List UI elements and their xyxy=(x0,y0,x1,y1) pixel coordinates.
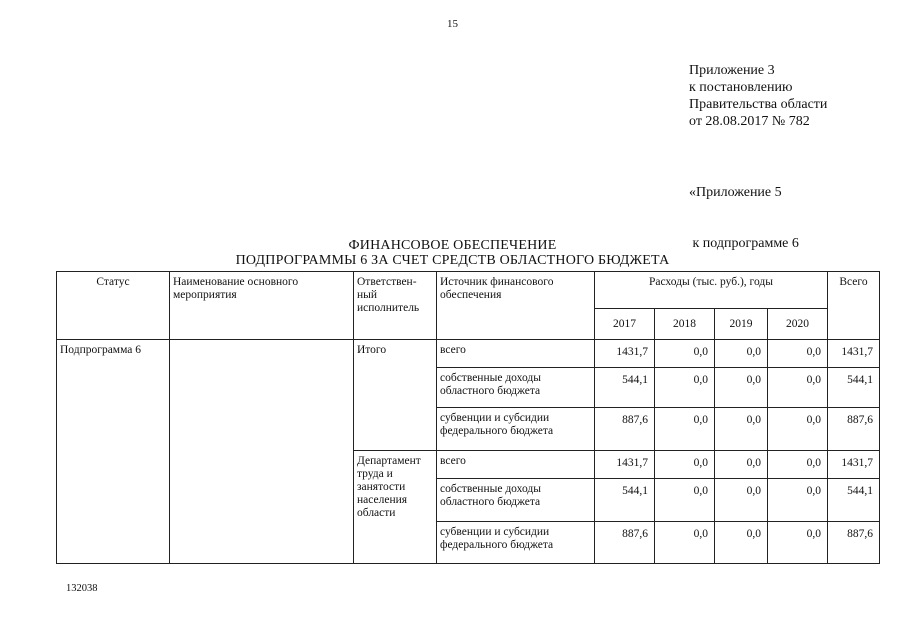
value-cell: 544,1 xyxy=(595,368,655,408)
value-cell: 0,0 xyxy=(655,451,715,479)
value-cell: 544,1 xyxy=(595,479,655,522)
header-year: 2019 xyxy=(715,309,768,340)
value-cell: 0,0 xyxy=(655,368,715,408)
value-cell: 0,0 xyxy=(715,368,768,408)
total-cell: 544,1 xyxy=(828,479,880,522)
header-responsible: Ответствен-ный исполнитель xyxy=(354,272,437,340)
source-cell: собственные доходы областного бюджета xyxy=(437,368,595,408)
header-total: Всего xyxy=(828,272,880,340)
value-cell: 0,0 xyxy=(768,368,828,408)
title-line-2: ПОДПРОГРАММЫ 6 ЗА СЧЕТ СРЕДСТВ ОБЛАСТНОГО БЮДЖЕТА xyxy=(235,253,670,268)
value-cell: 0,0 xyxy=(715,522,768,564)
financing-table xyxy=(56,271,880,564)
value-cell: 0,0 xyxy=(768,479,828,522)
responsible-cell: Итого xyxy=(354,340,437,451)
total-cell: 1431,7 xyxy=(828,340,880,368)
page-number: 15 xyxy=(447,18,458,30)
value-cell: 0,0 xyxy=(768,522,828,564)
source-cell: всего xyxy=(437,340,595,368)
value-cell: 0,0 xyxy=(655,340,715,368)
title-line-1: ФИНАНСОВОЕ ОБЕСПЕЧЕНИЕ xyxy=(348,238,557,253)
source-cell: собственные доходы областного бюджета xyxy=(437,479,595,522)
value-cell: 0,0 xyxy=(768,340,828,368)
value-cell: 0,0 xyxy=(655,408,715,451)
total-cell: 887,6 xyxy=(828,522,880,564)
value-cell: 1431,7 xyxy=(595,340,655,368)
appendix-5-line: «Приложение 5 xyxy=(689,185,782,200)
appendix-5-line: к подпрограмме 6 xyxy=(689,236,799,251)
header-name: Наименование основного мероприятия xyxy=(170,272,354,340)
source-cell: субвенции и субсидии федерального бюджета xyxy=(437,522,595,564)
value-cell: 0,0 xyxy=(715,479,768,522)
header-row xyxy=(57,272,880,309)
total-cell: 1431,7 xyxy=(828,451,880,479)
appendix-line: к постановлению xyxy=(689,80,793,95)
value-cell: 0,0 xyxy=(655,522,715,564)
appendix-line: от 28.08.2017 № 782 xyxy=(689,114,810,129)
value-cell: 887,6 xyxy=(595,522,655,564)
header-status: Статус xyxy=(57,272,170,340)
footer-code: 132038 xyxy=(66,583,98,594)
value-cell: 0,0 xyxy=(715,408,768,451)
responsible-cell: Департамент труда и занятости населения области xyxy=(354,451,437,564)
table-row xyxy=(57,340,880,368)
value-cell: 887,6 xyxy=(595,408,655,451)
header-expenses: Расходы (тыс. руб.), годы xyxy=(595,272,828,309)
source-cell: субвенции и субсидии федерального бюджета xyxy=(437,408,595,451)
appendix-line: Правительства области xyxy=(689,97,828,112)
value-cell: 0,0 xyxy=(715,340,768,368)
total-cell: 544,1 xyxy=(828,368,880,408)
header-year: 2017 xyxy=(595,309,655,340)
document-title xyxy=(0,238,905,268)
header-source: Источник финансового обеспечения xyxy=(437,272,595,340)
header-year: 2018 xyxy=(655,309,715,340)
appendix-block xyxy=(689,62,827,130)
value-cell: 0,0 xyxy=(715,451,768,479)
total-cell: 887,6 xyxy=(828,408,880,451)
source-cell: всего xyxy=(437,451,595,479)
status-cell: Подпрограмма 6 xyxy=(57,340,170,564)
value-cell: 0,0 xyxy=(655,479,715,522)
appendix-line: Приложение 3 xyxy=(689,63,775,78)
header-year: 2020 xyxy=(768,309,828,340)
name-cell xyxy=(170,340,354,564)
value-cell: 0,0 xyxy=(768,451,828,479)
value-cell: 1431,7 xyxy=(595,451,655,479)
value-cell: 0,0 xyxy=(768,408,828,451)
